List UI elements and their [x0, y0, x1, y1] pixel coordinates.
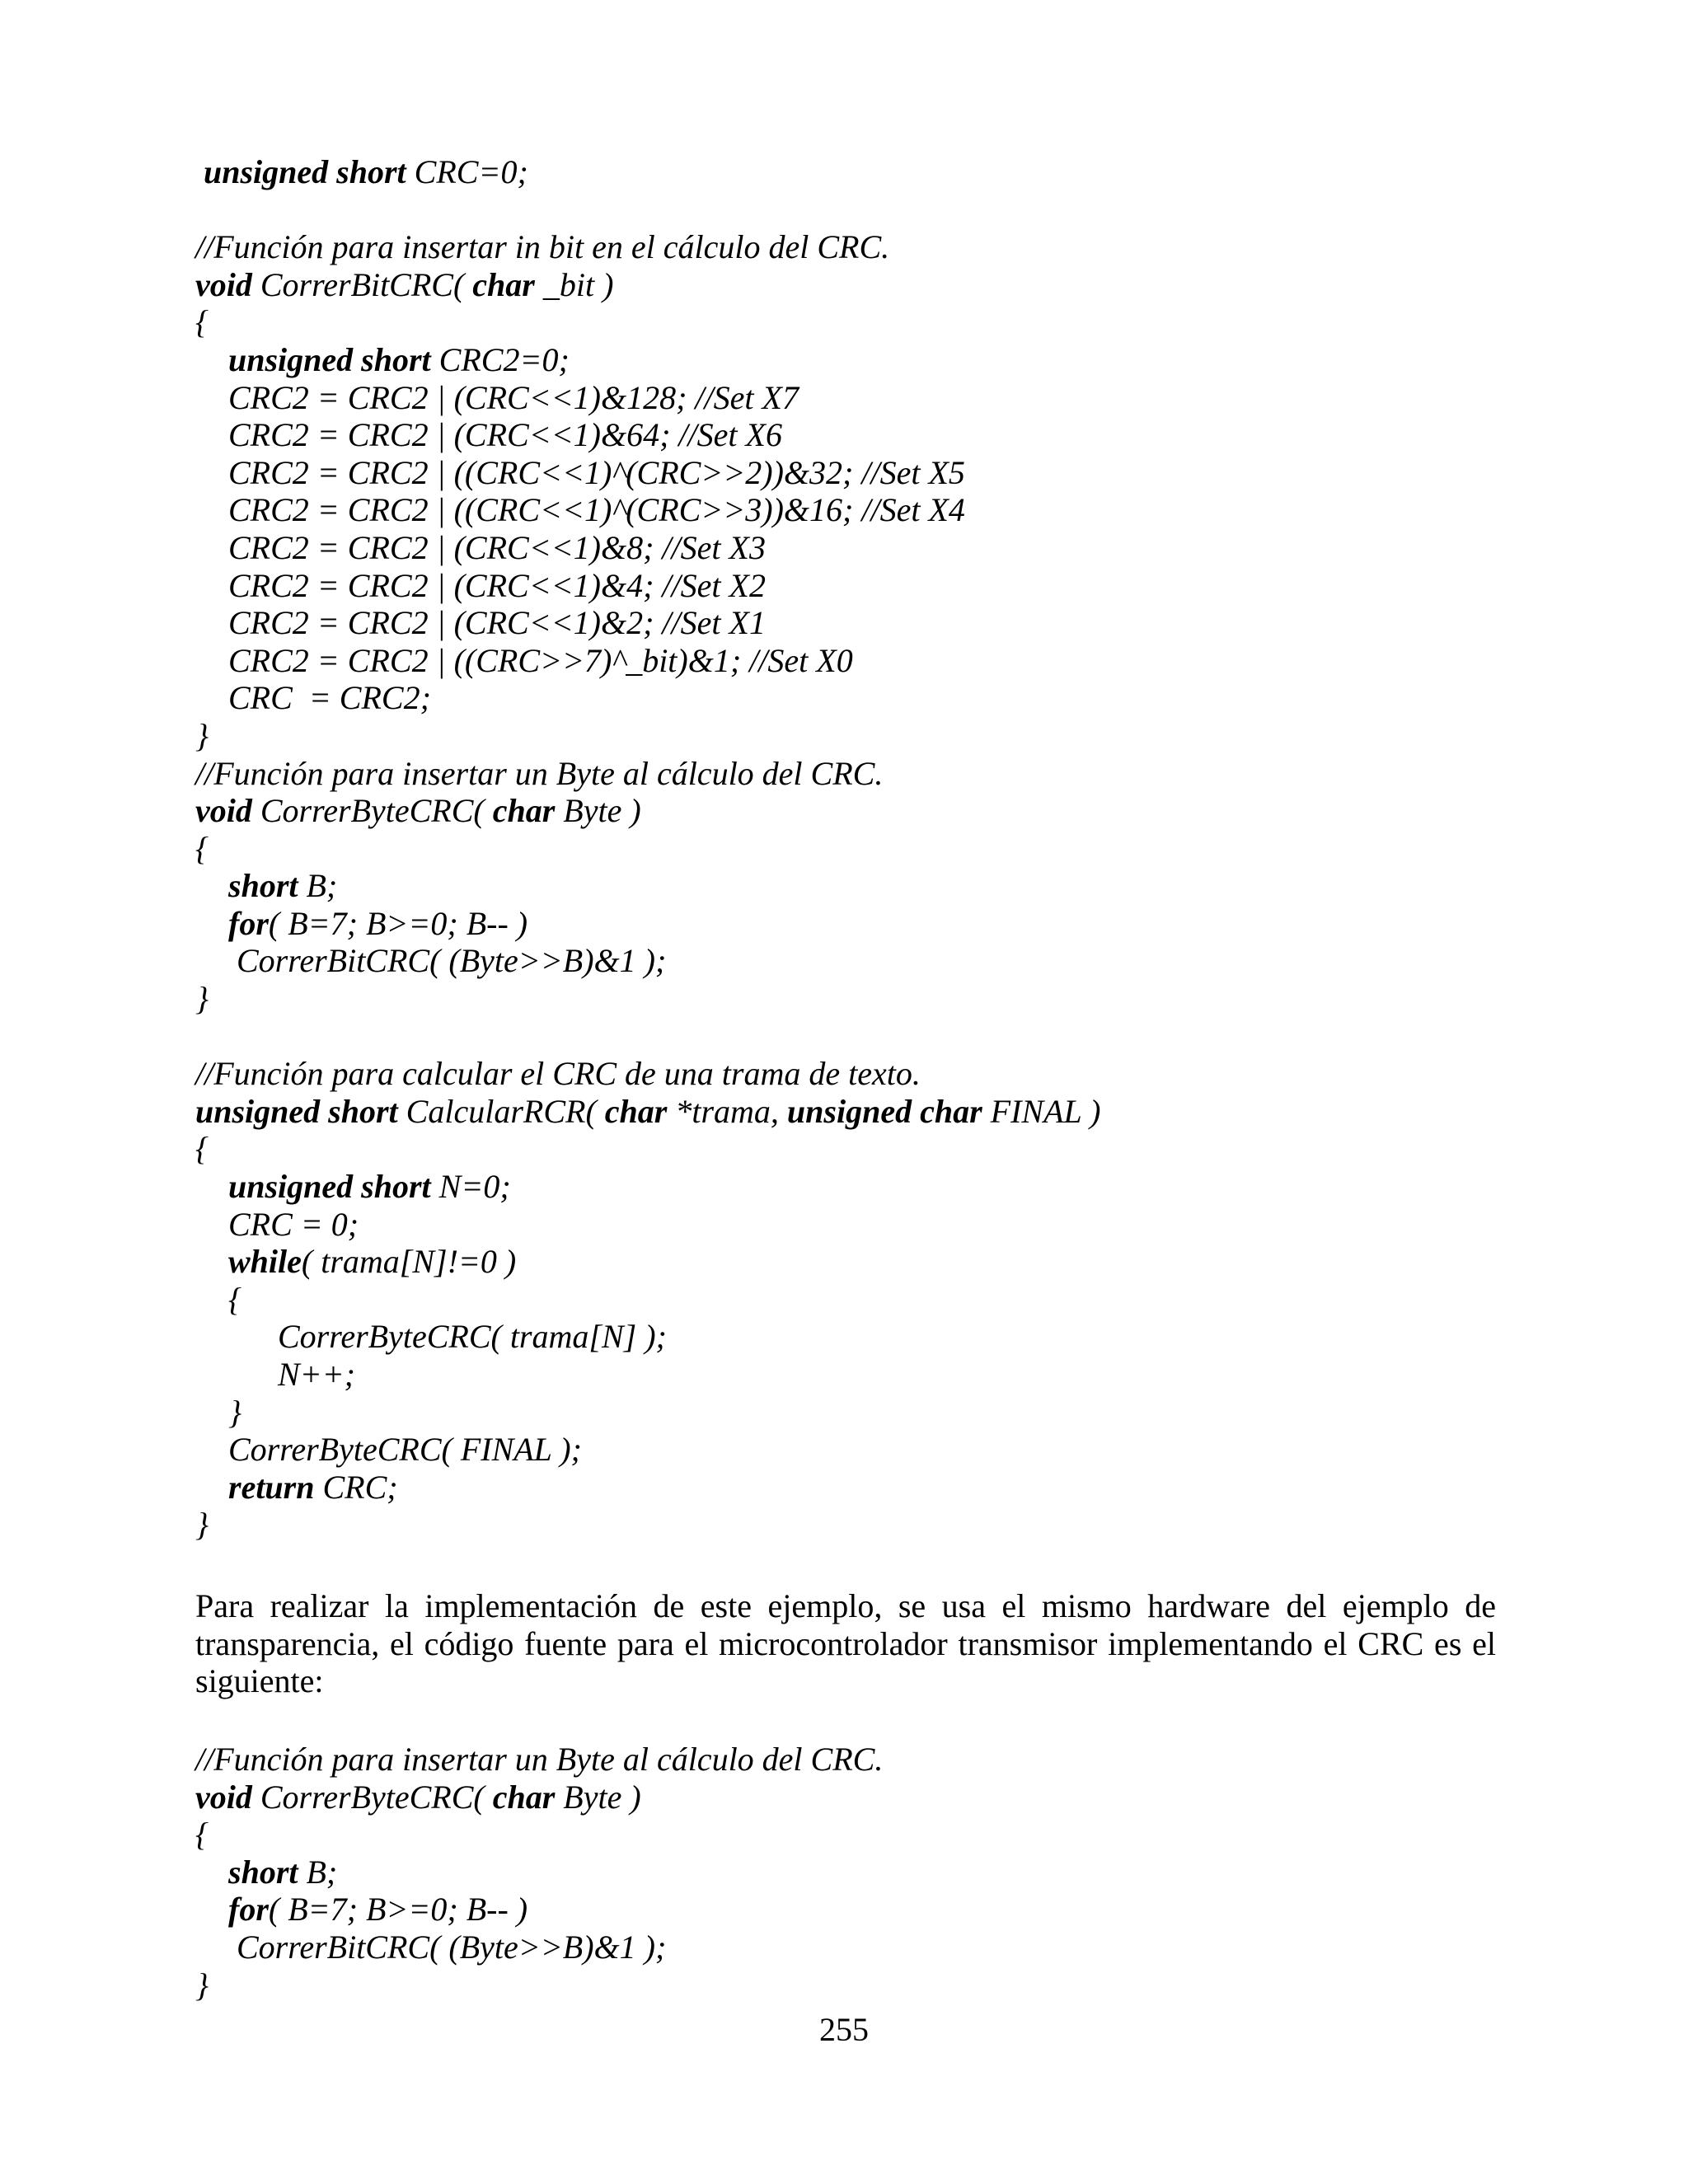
code-text: {	[195, 829, 209, 867]
code-text: //Función para insertar un Byte al cálculo del CRC.	[195, 754, 884, 792]
code-text: CRC2=0;	[430, 340, 570, 378]
code-text: Byte )	[555, 792, 641, 830]
code-line	[195, 567, 1100, 605]
code-line	[195, 1779, 883, 1816]
code-keyword: void	[195, 265, 252, 303]
code-line	[195, 228, 1100, 266]
code-text: }	[195, 1393, 241, 1431]
code-keyword: char	[492, 1778, 556, 1816]
code-block-correr-byte	[195, 1741, 883, 2004]
code-line	[195, 341, 1100, 379]
code-line	[195, 905, 1100, 943]
code-line	[195, 792, 1100, 830]
code-text: {	[195, 303, 209, 341]
code-text: CRC2 = CRC2 | (CRC<<1)&8; //Set X3	[195, 528, 766, 566]
code-text: _bit )	[534, 265, 614, 303]
code-text: {	[195, 1280, 241, 1318]
code-keyword: for	[228, 1891, 269, 1929]
code-line	[195, 1816, 883, 1854]
page-number: 255	[819, 2011, 869, 2048]
code-keyword: void	[195, 1778, 252, 1816]
code-text: ( B=7; B>=0; B-- )	[268, 1891, 528, 1929]
code-line	[195, 454, 1100, 492]
code-text: ( trama[N]!=0 )	[301, 1243, 517, 1281]
code-line	[195, 1394, 1100, 1432]
code-text: CRC2 = CRC2 | (CRC<<1)&2; //Set X1	[195, 604, 766, 642]
code-keyword: char	[492, 792, 556, 830]
code-line	[195, 1018, 1100, 1056]
code-keyword: unsigned short	[228, 1168, 431, 1206]
code-line	[195, 1318, 1100, 1356]
code-text: CRC2 = CRC2 | ((CRC>>7)^_bit)&1; //Set X0	[195, 641, 853, 679]
code-text: CalcularRCR(	[397, 1092, 605, 1130]
code-line	[195, 942, 1100, 980]
code-line	[195, 491, 1100, 529]
code-keyword: unsigned short	[195, 1092, 398, 1130]
code-text: N=0;	[430, 1168, 511, 1206]
code-line	[195, 191, 1100, 229]
code-text: CorrerByteCRC( FINAL );	[195, 1431, 582, 1469]
code-text: CRC = CRC2;	[195, 679, 431, 717]
code-line	[195, 1281, 1100, 1319]
code-line	[195, 1168, 1100, 1206]
code-line	[195, 755, 1100, 793]
code-text	[195, 1243, 228, 1280]
code-text: CorrerByteCRC( trama[N] );	[195, 1318, 667, 1356]
code-line	[195, 1130, 1100, 1168]
code-text	[195, 1168, 228, 1205]
code-keyword: unsigned char	[786, 1092, 982, 1130]
code-text: CorrerByteCRC(	[251, 792, 493, 830]
code-text: B;	[298, 867, 338, 905]
code-line	[195, 266, 1100, 304]
code-text: //Función para calcular el CRC de una trama de texto.	[195, 1055, 921, 1093]
code-line	[195, 604, 1100, 642]
code-keyword: short	[228, 867, 298, 905]
code-text: CorrerByteCRC(	[251, 1778, 493, 1816]
code-line	[195, 1469, 1100, 1507]
code-text: *trama,	[667, 1092, 787, 1130]
code-line	[195, 153, 1100, 191]
code-block-crc-functions	[195, 153, 1100, 1544]
code-keyword: unsigned short	[228, 340, 431, 378]
code-text: CRC;	[314, 1468, 398, 1506]
code-text	[195, 1854, 228, 1891]
code-text: CorrerBitCRC(	[251, 265, 473, 303]
code-line	[195, 1431, 1100, 1469]
code-line	[195, 1093, 1100, 1131]
code-keyword: for	[228, 904, 269, 942]
code-line	[195, 1891, 883, 1929]
code-keyword: return	[228, 1468, 315, 1506]
code-keyword: short	[228, 1853, 298, 1891]
code-text: //Función para insertar in bit en el cálculo del CRC.	[195, 228, 890, 266]
code-line	[195, 717, 1100, 755]
code-keyword: unsigned short	[204, 153, 406, 190]
code-line	[195, 1966, 883, 2004]
code-text: }	[195, 1506, 209, 1544]
code-text: }	[195, 716, 209, 754]
code-text: CRC2 = CRC2 | ((CRC<<1)^(CRC>>2))&32; //Set X5	[195, 453, 965, 491]
code-keyword: void	[195, 792, 252, 830]
code-line	[195, 642, 1100, 680]
code-text: CRC2 = CRC2 | ((CRC<<1)^(CRC>>3))&16; //Set X4	[195, 491, 965, 529]
code-keyword: char	[604, 1092, 668, 1130]
code-text: CRC2 = CRC2 | (CRC<<1)&4; //Set X2	[195, 566, 766, 604]
code-line	[195, 1854, 883, 1891]
code-line	[195, 1506, 1100, 1544]
code-line	[195, 1356, 1100, 1394]
code-line	[195, 416, 1100, 454]
body-paragraph: Para realizar la implementación de este ejemplo, se usa el mismo hardware del ejemplo de transparencia, el código fuente para el microcontrolador transmisor implementando el CRC es el siguiente:	[195, 1587, 1496, 1700]
code-line	[195, 830, 1100, 868]
code-text: B;	[298, 1853, 338, 1891]
code-line	[195, 303, 1100, 341]
code-line	[195, 867, 1100, 905]
code-line	[195, 1929, 883, 1966]
code-text	[195, 905, 228, 942]
code-text	[195, 1891, 228, 1928]
code-line	[195, 529, 1100, 567]
code-text	[195, 1469, 228, 1506]
code-line	[195, 679, 1100, 717]
code-line	[195, 1741, 883, 1779]
code-text: CRC = 0;	[195, 1205, 359, 1243]
code-text: //Función para insertar un Byte al cálculo del CRC.	[195, 1741, 884, 1778]
code-line	[195, 1243, 1100, 1281]
code-text: CRC=0;	[406, 153, 528, 190]
code-keyword: while	[228, 1243, 302, 1281]
code-keyword: char	[472, 265, 535, 303]
code-line	[195, 980, 1100, 1018]
code-line	[195, 1206, 1100, 1244]
code-line	[195, 379, 1100, 417]
code-line	[195, 1055, 1100, 1093]
code-text: CorrerBitCRC( (Byte>>B)&1 );	[195, 942, 667, 980]
code-text: {	[195, 1816, 209, 1854]
code-text: N++;	[195, 1356, 355, 1393]
code-text	[195, 153, 204, 190]
code-text: CorrerBitCRC( (Byte>>B)&1 );	[195, 1928, 667, 1966]
code-text: ( B=7; B>=0; B-- )	[268, 904, 528, 942]
code-text	[195, 867, 228, 904]
code-text: FINAL )	[982, 1092, 1101, 1130]
code-text: }	[195, 980, 209, 1018]
code-text: CRC2 = CRC2 | (CRC<<1)&64; //Set X6	[195, 416, 782, 454]
code-text	[195, 341, 228, 378]
code-text: {	[195, 1130, 209, 1168]
code-text: }	[195, 1966, 209, 2004]
code-text: CRC2 = CRC2 | (CRC<<1)&128; //Set X7	[195, 378, 799, 416]
code-text: Byte )	[555, 1778, 641, 1816]
